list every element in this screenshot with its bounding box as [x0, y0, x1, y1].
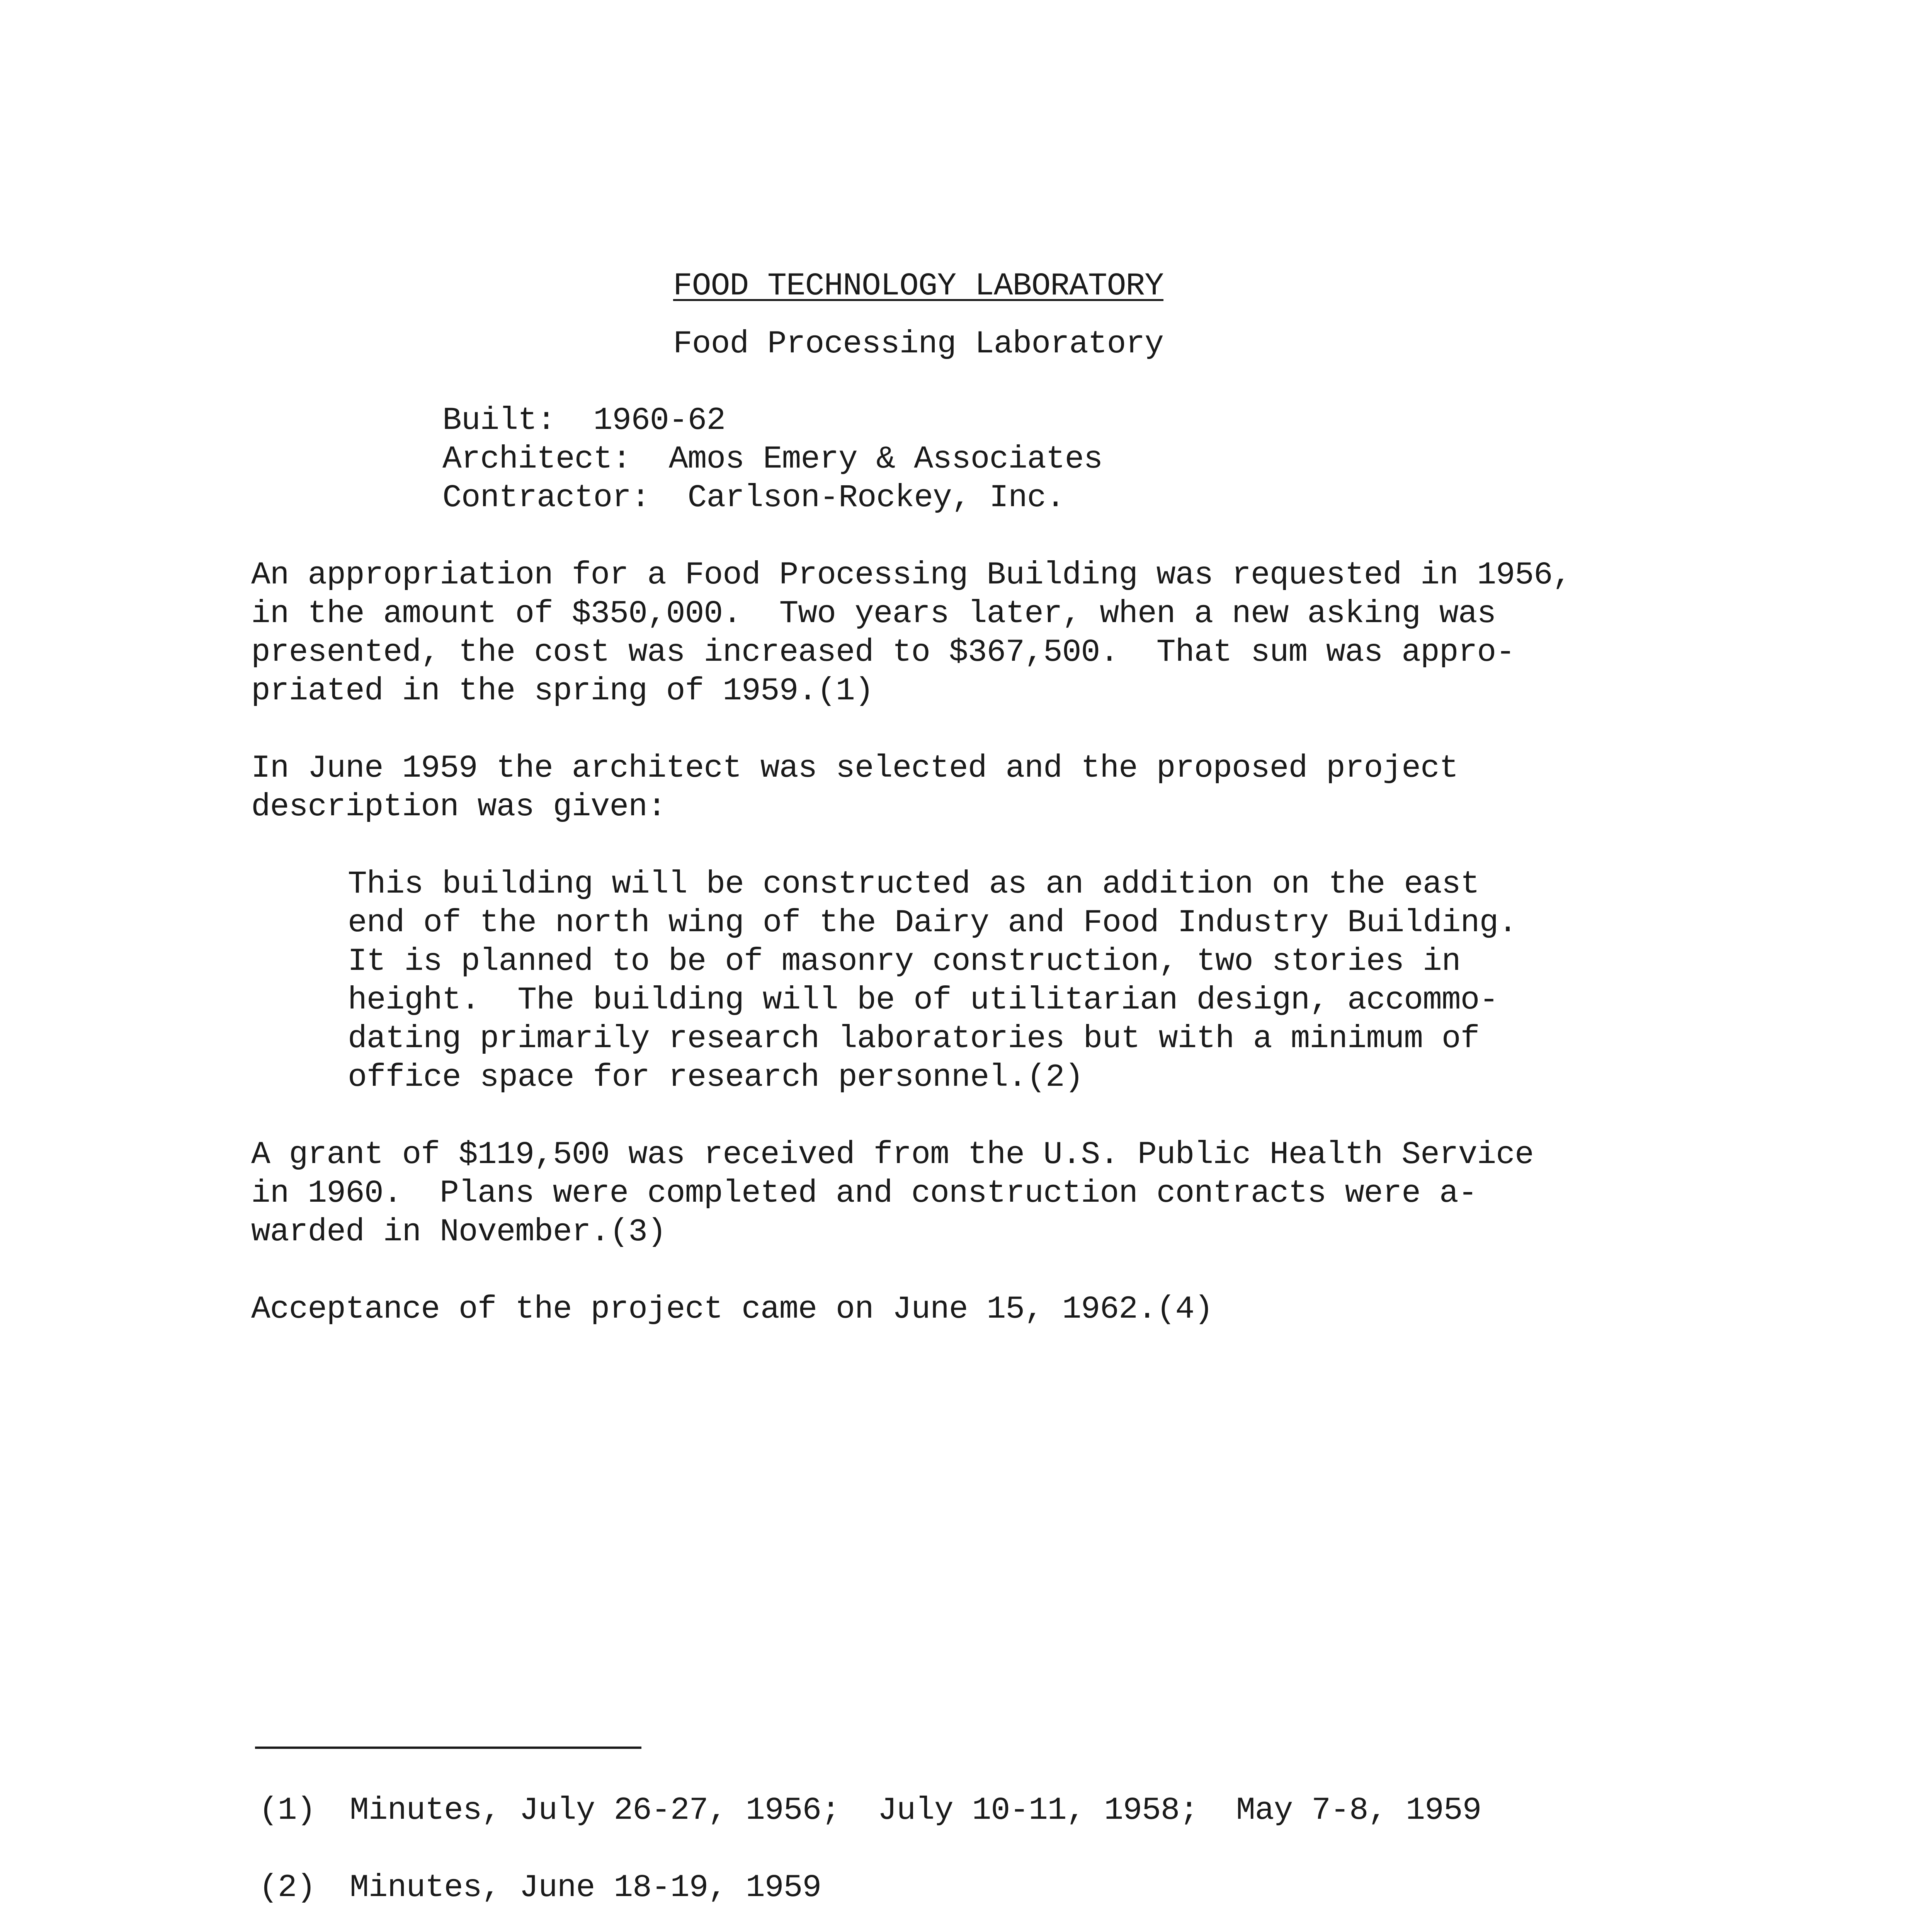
quote-line: end of the north wing of the Dairy and Food Industry Building.: [348, 905, 1517, 941]
quote-line: office space for research personnel.(2): [348, 1059, 1083, 1095]
paragraph-line: priated in the spring of 1959.(1): [251, 673, 874, 709]
paragraph-line: presented, the cost was increased to $367,500. That sum was appro-: [251, 634, 1515, 670]
built-line: Built: 1960-62: [442, 402, 726, 439]
paragraph-line: Acceptance of the project came on June 15, 1962.(4): [251, 1291, 1213, 1327]
paragraph-line: in 1960. Plans were completed and construction contracts were a-: [251, 1175, 1477, 1211]
contractor-line: Contractor: Carlson-Rockey, Inc.: [442, 480, 1065, 516]
architect-line: Architect: Amos Emery & Associates: [442, 441, 1103, 477]
page-subtitle: Food Processing Laboratory: [673, 326, 1164, 362]
paragraph-line: description was given:: [251, 789, 666, 825]
quote-line: This building will be constructed as an addition on the east: [348, 866, 1480, 902]
footnote-number: (1): [259, 1792, 316, 1828]
paragraph-line: warded in November.(3): [251, 1214, 666, 1250]
paragraph-line: A grant of $119,500 was received from the U.S. Public Health Service: [251, 1136, 1534, 1173]
quote-line: height. The building will be of utilitarian design, accommo-: [348, 982, 1498, 1018]
paragraph-line: in the amount of $350,000. Two years later, when a new asking was: [251, 595, 1496, 632]
quote-line: dating primarily research laboratories but with a minimum of: [348, 1020, 1480, 1057]
paragraph-line: In June 1959 the architect was selected and the proposed project: [251, 750, 1458, 786]
footnote-text: Minutes, July 26-27, 1956; July 10-11, 1958; May 7-8, 1959: [350, 1792, 1481, 1828]
footnote-number: (2): [259, 1869, 316, 1906]
quote-line: It is planned to be of masonry construction, two stories in: [348, 943, 1461, 980]
paragraph-line: An appropriation for a Food Processing Building was requested in 1956,: [251, 557, 1571, 593]
page-title: FOOD TECHNOLOGY LABORATORY: [673, 268, 1164, 304]
footnote-divider: [255, 1747, 641, 1749]
footnote-text: Minutes, June 18-19, 1959: [350, 1869, 821, 1906]
